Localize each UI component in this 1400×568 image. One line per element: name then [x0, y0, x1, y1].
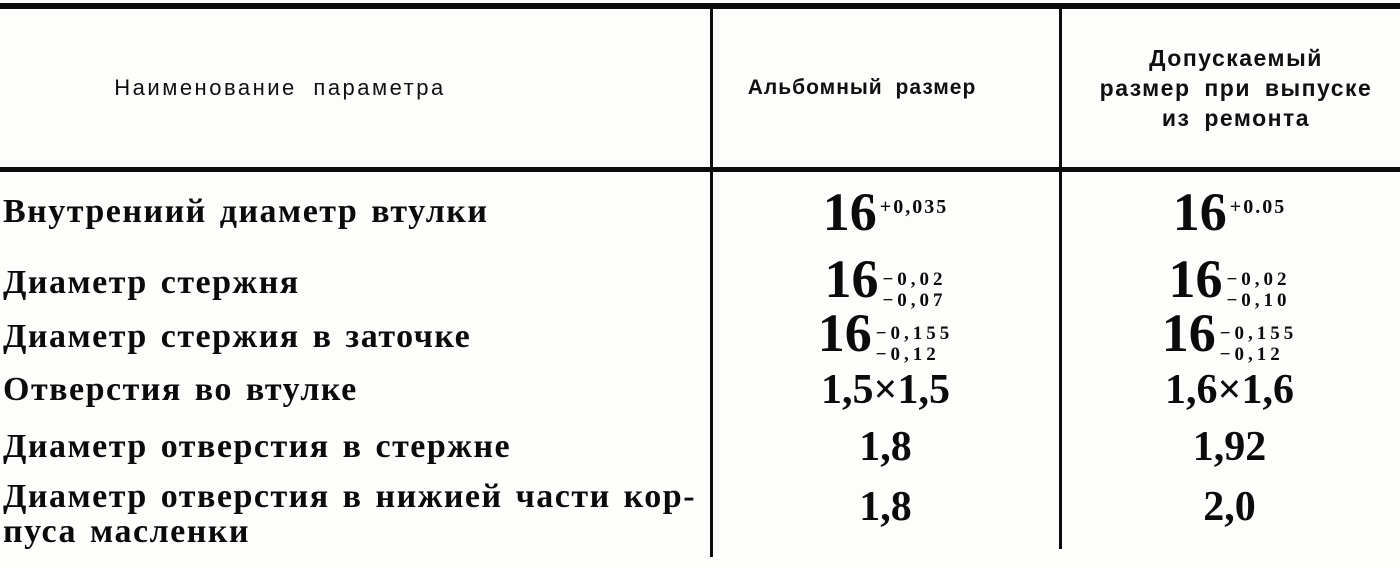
table-row	[0, 420, 1400, 474]
album-size-value: 1,8	[859, 424, 912, 470]
column-header-album-size-label: Альбомный размер	[747, 76, 977, 99]
parameter-name: Диаметр стержня	[3, 263, 300, 301]
album-size-value: 16 $^{+0,035}$	[822, 182, 949, 242]
table-row	[0, 362, 1400, 418]
album-size-value: 16 −0,155 −0,12	[817, 303, 954, 366]
repair-size-value: 16 $^{+0.05}$	[1172, 182, 1287, 242]
column-header-parameter	[0, 9, 560, 167]
repair-size-value: 2,0	[1203, 484, 1256, 530]
column-header-repair-size	[1060, 9, 1400, 167]
tolerance-stack: −0,02 −0,07	[882, 269, 947, 312]
table-row	[0, 478, 1400, 568]
column-header-album-size	[712, 9, 1012, 167]
header-separator-rule	[0, 167, 1400, 172]
parameter-name: Отверстия во втулке	[3, 370, 358, 408]
tolerance-stack: −0,155 −0,12	[875, 323, 954, 366]
table-row	[0, 182, 1400, 242]
repair-size-value: 1,92	[1192, 424, 1267, 470]
album-size-value: 1,5×1,5	[821, 367, 950, 413]
repair-size-value: 1,6×1,6	[1165, 367, 1294, 413]
table-row	[0, 249, 1400, 312]
parameter-name: Диаметр стержия в заточке	[3, 317, 472, 355]
tolerance-stack: −0,02 −0,10	[1226, 269, 1291, 312]
tolerance-stack: −0,155 −0,12	[1219, 323, 1298, 366]
column-header-parameter-label: Наименование параметра	[114, 75, 446, 100]
parameter-name: Диаметр отверстия в стержне	[3, 427, 512, 465]
column-header-repair-size-label: Допускаемый размер при выпуске из ремонта	[1099, 45, 1373, 131]
album-size-value: 16 −0,02 −0,07	[824, 249, 947, 312]
parameter-name: Диаметр отверстия в нижией части кор- пуса масленки	[3, 478, 697, 550]
table-row	[0, 303, 1400, 366]
repair-size-value: 16 −0,155 −0,12	[1161, 303, 1298, 366]
album-size-value: 1,8	[859, 484, 912, 530]
repair-size-value: 16 −0,02 −0,10	[1168, 249, 1291, 312]
parameter-name: Внутрениий диаметр втулки	[3, 192, 489, 230]
